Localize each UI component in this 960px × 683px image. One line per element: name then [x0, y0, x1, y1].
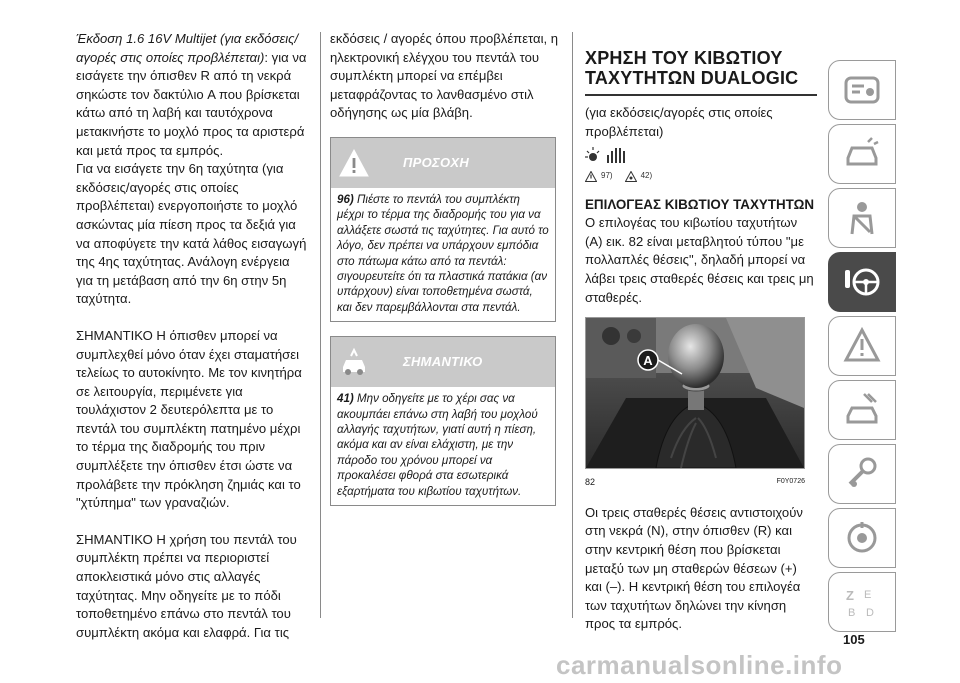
important-number: 41)	[337, 392, 354, 406]
warning-number: 96)	[337, 192, 354, 206]
important-title: ΣΗΜΑΝΤΙΚΟ	[403, 354, 483, 370]
paragraph-selector: Ο επιλογέας του κιβωτίου ταχυτήτων (A) εικ. 82 είναι μεταβλητού τύπου "με πολλαπλές θέσεις", δηλαδή μπορεί να λάβει τρεις σταθερές θέσεις και τρεις μη σταθερές.	[585, 215, 814, 305]
steering-wheel-key-icon	[842, 262, 882, 302]
svg-text:D: D	[866, 607, 874, 619]
column-divider	[572, 32, 573, 618]
important-box	[330, 336, 556, 506]
paragraph-clutch-electronics: εκδόσεις / αγορές όπου προβλέπεται, η ηλεκτρονική ελέγχου του πεντάλ του συμπλέκτη μπορεί να επέμβει μεταφράζοντας το λανθασμένο στιλ οδήγησης ως μία βλάβη.	[330, 31, 559, 121]
maintenance-wrench-icon	[842, 454, 882, 494]
section-title: ΧΡΗΣΗ ΤΟΥ ΚΙΒΩΤΙΟΥ ΤΑΧΥΤΗΤΩΝ DUALOGIC	[585, 48, 799, 88]
page-number: 105	[843, 632, 865, 647]
svg-text:B: B	[848, 607, 856, 619]
warning-body	[331, 188, 555, 321]
important-ref: 42)	[640, 171, 653, 181]
subheading-selector: ΕΠΙΛΟΓΕΑΣ ΚΙΒΩΤΙΟΥ ΤΑΧΥΤΗΤΩΝ	[585, 196, 815, 212]
paragraph-positions: Οι τρεις σταθερές θέσεις αντιστοιχούν στη νεκρά (N), στην όπισθεν (R) και στην κεντρική θέση που βρίσκεται μεταξύ των μη σταθερών θέσεων (+) και (–). Η κεντρική θέση του επιλογέα των ταχυτήτων δηλώνει την κίνηση προς τα εμπρός.	[585, 504, 803, 632]
dashboard-icon	[842, 70, 882, 110]
paragraph-reverse-gear	[76, 30, 308, 309]
warning-header	[331, 138, 555, 188]
gearshift-photo	[586, 318, 804, 468]
technical-data-icon	[842, 518, 882, 558]
warning-triangle-car-icon	[842, 326, 882, 366]
column-divider	[320, 32, 321, 618]
car-service-icon	[625, 171, 637, 182]
tab-emergency[interactable]	[828, 380, 896, 440]
figure-caption	[585, 473, 805, 492]
alphabetical-index-icon	[842, 582, 882, 622]
warning-text: Πιέστε το πεντάλ του συμπλέκτη μέχρι το τέρμα της διαδρομής του για να αλλάξετε σωστά τις ταχύτητες. Για αυτό το λόγο, δεν πρέπει να υπάρχουν εμπόδια στο πάτωμα κάτω από τα πεντάλ: σιγουρευτείτε ότι τα πλαστικά πατάκια (αν υπάρχουν) είναι τοποθετημένα σωστά, και δεν παρεμβάλλονται στα πεντάλ.	[337, 192, 549, 314]
important-header	[331, 337, 555, 387]
applicability-note: (για εκδόσεις/αγορές στις οποίες προβλέπεται)	[585, 105, 773, 139]
warning-ref: 97)	[601, 171, 613, 181]
column-1	[76, 30, 308, 660]
column-2	[330, 30, 561, 506]
figure-code: F0Y0726	[776, 478, 805, 486]
gear-selector-figure	[585, 317, 805, 469]
breakdown-tools-icon	[842, 390, 882, 430]
warning-triangle-icon	[585, 171, 597, 182]
car-lights-icon	[842, 134, 882, 174]
important-text: Μην οδηγείτε με το χέρι σας να ακουμπάει επάνω στη λαβή του μοχλού αλλαγής ταχυτήτων, γιατί αυτή η πίεση, ακόμα και αν είναι ελάχιστη, με την πάροδο του χρόνου μπορεί να προκαλέσει φθορά στα εσωτερικά εξαρτήματα του κιβωτίου ταχυτήτων.	[337, 392, 538, 498]
warning-box	[330, 137, 556, 322]
column-3	[585, 48, 817, 652]
cross-references	[585, 167, 817, 186]
paragraph-important-reverse: ΣΗΜΑΝΤΙΚΟ Η όπισθεν μπορεί να συμπλεχθεί μόνο όταν έχει σταματήσει τελείως το αυτοκίνητο. Με τον κινητήρα σε λειτουργία, περιμένετε για τουλάχιστον 2 δευτερόλεπτα με το πεντάλ του συμπλέκτη πατημένο μέχρι το τέρμα της διαδρομής του πριν συμπλέξετε την όπισθεν έτσι ώστε να προλάβετε την πρόκληση ζημιάς και το "χτύπημα" των γραναζιών.	[76, 327, 302, 511]
tab-dashboard[interactable]	[828, 60, 896, 120]
tab-safety[interactable]	[828, 188, 896, 248]
svg-text:Z: Z	[846, 588, 854, 603]
title-underline	[585, 94, 817, 96]
warning-title: ΠΡΟΣΟΧΗ	[403, 154, 470, 170]
important-body	[331, 387, 555, 505]
tab-lights[interactable]	[828, 124, 896, 184]
tab-technical-data[interactable]	[828, 508, 896, 568]
paragraph-important-clutch: ΣΗΜΑΝΤΙΚΟ Η χρήση του πεντάλ του συμπλέκτη πρέπει να περιοριστεί αποκλειστικά μόνο στις αλλαγές ταχύτητας. Μην οδηγείτε με το πόδι τοποθετημένο επάνω στο πεντάλ του συμπλέκτη ακόμα και ελαφρά. Για τις	[76, 531, 297, 640]
chapter-tabs	[828, 60, 894, 636]
sun-gearbox-icon	[585, 145, 645, 165]
tab-warnings[interactable]	[828, 316, 896, 376]
svg-text:E: E	[864, 589, 872, 601]
reverse-gear-text: : για να εισάγετε την όπισθεν R από τη νεκρά σηκώστε τον δακτύλιο A που βρίσκεται κάτω από τη λαβή και ταυτόχρονα μετακινήστε το μοχλό προς τα αριστερά και μετά προς τα εμπρός. Για να εισάγετε την 6η ταχύτητα (για εκδόσεις/αγορές στις οποίες προβλέπεται) ενεργοποιήστε το μοχλό ασκώντας μία πίεση προς τα δεξιά για να αποφύγετε την κατά λάθος εισαγωγή της 4ης ταχύτητας. Ανάλογη ενέργεια για τη μετάβαση από την 6η στην 5η ταχύτητα.	[76, 49, 307, 307]
seatbelt-airbag-icon	[842, 198, 882, 238]
figure-callout-a: A	[643, 353, 653, 369]
car-service-icon	[339, 347, 369, 377]
version-note: Έκδοση 1.6 16V Multijet (για εκδόσεις/αγορές στις οποίες προβλέπεται)	[76, 31, 299, 65]
tab-starting-driving[interactable]	[828, 252, 896, 312]
dualogic-symbol	[585, 145, 817, 165]
tab-index[interactable]	[828, 572, 896, 632]
figure-number: 82	[585, 477, 596, 488]
tab-maintenance[interactable]	[828, 444, 896, 504]
warning-triangle-icon	[339, 148, 369, 178]
watermark: carmanualsonline.info	[556, 650, 843, 680]
